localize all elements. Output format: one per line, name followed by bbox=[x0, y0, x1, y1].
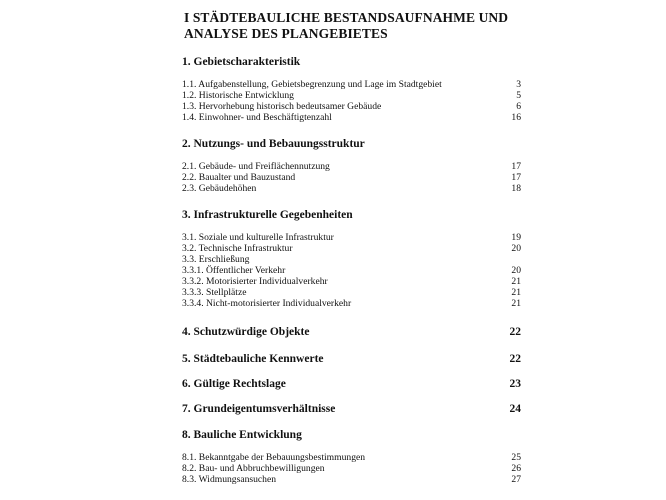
entry-page: 18 bbox=[511, 183, 521, 194]
title-line-2: ANALYSE DES PLANGEBIETES bbox=[184, 26, 388, 41]
toc-section-7[interactable] bbox=[182, 402, 521, 416]
section-heading: 2. Nutzungs- und Bebauungsstruktur bbox=[182, 138, 365, 150]
entry-label: 2.3. Gebäudehöhen bbox=[182, 183, 257, 194]
entry-page: 6 bbox=[516, 101, 521, 112]
section-page: 24 bbox=[509, 403, 521, 415]
entry-label: 8.1. Bekanntgabe der Bebauungsbestimmungen bbox=[182, 452, 366, 463]
toc-section-6[interactable] bbox=[182, 377, 521, 391]
toc-entry-8-1[interactable] bbox=[182, 452, 521, 464]
entry-page: 20 bbox=[511, 243, 521, 254]
section-heading: 5. Städtebauliche Kennwerte bbox=[182, 353, 324, 365]
section-heading: 3. Infrastrukturelle Gegebenheiten bbox=[182, 209, 353, 221]
toc-section-2[interactable] bbox=[182, 137, 521, 151]
toc-section-1[interactable] bbox=[182, 55, 521, 69]
section-heading: 6. Gültige Rechtslage bbox=[182, 378, 286, 390]
section-heading: 7. Grundeigentumsverhältnisse bbox=[182, 403, 336, 415]
entry-label: 3.1. Soziale und kulturelle Infrastruktur bbox=[182, 232, 334, 243]
entry-label: 8.3. Widmungsansuchen bbox=[182, 474, 277, 485]
section-page: 22 bbox=[509, 326, 521, 338]
title-line-1: I STÄDTEBAULICHE BESTANDSAUFNAHME UND bbox=[184, 10, 509, 25]
toc-entry-2-1[interactable] bbox=[182, 161, 521, 173]
section-page: 23 bbox=[509, 378, 521, 390]
entry-label: 3.3.2. Motorisierter Individualverkehr bbox=[182, 276, 328, 287]
section-page: 22 bbox=[509, 353, 521, 365]
entry-label: 3.3.3. Stellplätze bbox=[182, 287, 247, 298]
entry-page: 27 bbox=[511, 474, 521, 485]
toc-entry-3-3-4[interactable] bbox=[182, 298, 521, 310]
entry-label: 3.2. Technische Infrastruktur bbox=[182, 243, 293, 254]
entry-page: 21 bbox=[511, 298, 521, 309]
section-heading: 8. Bauliche Entwicklung bbox=[182, 429, 302, 441]
entry-page: 17 bbox=[511, 172, 521, 183]
entry-label: 1.2. Historische Entwicklung bbox=[182, 90, 294, 101]
toc-entry-1-1[interactable] bbox=[182, 79, 521, 91]
entry-page: 26 bbox=[511, 463, 521, 474]
entry-label: 2.1. Gebäude- und Freiflächennutzung bbox=[182, 161, 330, 172]
entry-page: 17 bbox=[511, 161, 521, 172]
entry-label: 1.4. Einwohner- und Beschäftigtenzahl bbox=[182, 112, 332, 123]
toc-entry-3-3-3[interactable] bbox=[182, 287, 521, 299]
entry-label: 3.3.4. Nicht-motorisierter Individualverkehr bbox=[182, 298, 352, 309]
toc-entry-3-3[interactable] bbox=[182, 254, 521, 266]
entry-page: 21 bbox=[511, 276, 521, 287]
entry-page: 16 bbox=[511, 112, 521, 123]
toc-entry-1-4[interactable] bbox=[182, 112, 521, 124]
toc-entry-2-2[interactable] bbox=[182, 172, 521, 184]
toc-section-8[interactable] bbox=[182, 428, 521, 442]
toc-section-4[interactable] bbox=[182, 325, 521, 339]
toc-entry-1-3[interactable] bbox=[182, 101, 521, 113]
toc-entry-2-3[interactable] bbox=[182, 183, 521, 195]
entry-page: 20 bbox=[511, 265, 521, 276]
toc-entry-3-3-2[interactable] bbox=[182, 276, 521, 288]
section-heading: 1. Gebietscharakteristik bbox=[182, 56, 301, 68]
entry-label: 3.3.1. Öffentlicher Verkehr bbox=[182, 265, 286, 276]
entry-page: 19 bbox=[511, 232, 521, 243]
toc-entry-1-2[interactable] bbox=[182, 90, 521, 102]
entry-label: 8.2. Bau- und Abbruchbewilligungen bbox=[182, 463, 325, 474]
toc-entry-8-2[interactable] bbox=[182, 463, 521, 475]
entry-page: 3 bbox=[516, 79, 521, 90]
entry-label: 2.2. Baualter und Bauzustand bbox=[182, 172, 296, 183]
toc-entry-3-3-1[interactable] bbox=[182, 265, 521, 277]
toc-section-3[interactable] bbox=[182, 208, 521, 222]
entry-page: 25 bbox=[511, 452, 521, 463]
entry-label: 1.3. Hervorhebung historisch bedeutsamer Gebäude bbox=[182, 101, 382, 112]
toc-entry-3-1[interactable] bbox=[182, 232, 521, 244]
entry-page: 5 bbox=[516, 90, 521, 101]
toc-entry-3-2[interactable] bbox=[182, 243, 521, 255]
entry-label: 1.1. Aufgabenstellung, Gebietsbegrenzung und Lage im Stadtgebiet bbox=[182, 79, 442, 90]
toc-section-5[interactable] bbox=[182, 352, 521, 366]
entry-page: 21 bbox=[511, 287, 521, 298]
section-heading: 4. Schutzwürdige Objekte bbox=[182, 326, 310, 338]
entry-label: 3.3. Erschließung bbox=[182, 254, 250, 265]
document-title bbox=[184, 10, 514, 42]
toc-entry-8-3[interactable] bbox=[182, 474, 521, 486]
